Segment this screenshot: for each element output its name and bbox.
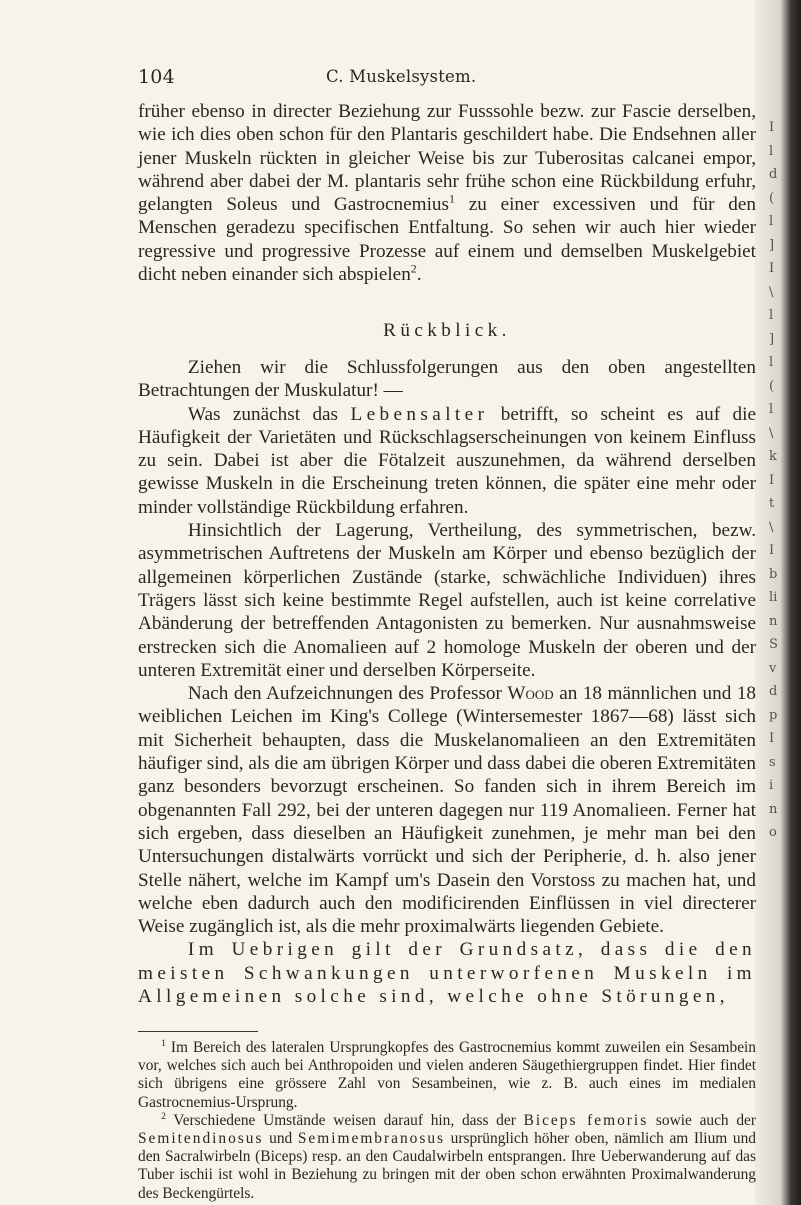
gutter-glyph: li xyxy=(769,590,778,605)
gutter-glyph: \ xyxy=(769,519,774,535)
gutter-glyph: n xyxy=(769,613,778,629)
paragraph-continuation xyxy=(138,100,756,286)
gutter-glyph: \ xyxy=(769,425,774,441)
gutter-glyph: p xyxy=(769,707,778,723)
footnote-text: ursprünglich höher oben, nämlich am Ilium und den Sacralwirbeln (Biceps) resp. an den Caudalwirbeln entsprangen. Ihre Ueberwanderung auf das Tuber ischii ist wohl in Beziehung zu bringen mit der oben schon erwähnten Proximalwanderung des Beckengürtels. xyxy=(138,1130,756,1202)
gutter-glyph: I xyxy=(769,120,775,135)
gutter-glyph: d xyxy=(769,684,778,699)
footnote-text: Im Bereich des lateralen Ursprungkopfes des Gastrocnemius kommt zuweilen ein Sesambein vor, welches sich auch bei Anthropoiden und vielen anderen Säugethiergruppen findet. Hier findet sich übrigens eine grössere Zahl von Sesambeinen, wie z. B. auch eines im medialen Gastrocnemius-Ursprung. xyxy=(138,1039,756,1111)
gutter-glyph: v xyxy=(769,660,777,676)
paragraph-text: Nach den Aufzeichnungen des Professor xyxy=(187,683,508,705)
gutter-glyph: o xyxy=(769,825,777,840)
running-head: C. Muskelsystem. xyxy=(326,67,477,86)
gutter-glyph: b xyxy=(769,566,778,582)
gutter-glyph: ] xyxy=(769,331,775,347)
gutter-glyph: \ xyxy=(769,284,774,300)
page-gutter-binding xyxy=(755,0,801,1205)
paragraph: Ziehen wir die Schlussfolgerungen aus den oben angestellten Betrachtungen der Muskulatur! — xyxy=(138,357,756,402)
emphasized-term: Lebensalter xyxy=(350,403,489,425)
gutter-glyph: d xyxy=(769,167,778,182)
footnote-mark: 2 xyxy=(161,1110,166,1122)
gutter-glyph: ( xyxy=(769,378,775,394)
footnote-mark: 1 xyxy=(161,1037,166,1049)
gutter-glyph: l xyxy=(769,355,774,370)
page-header xyxy=(138,66,758,90)
main-text xyxy=(138,356,756,1008)
gutter-glyph: l xyxy=(769,308,774,323)
paragraph: Hinsichtlich der Lagerung, Vertheilung, des symmetrischen, bezw. asymmetrischen Auftretens der Muskeln am Körper und ebenso bezüglich der allgemeinen körperlichen Zustände (starke, schwächliche Individuen) ihres Trägers lässt sich keine bestimmte Regel aufstellen, auch ist keine correlative Abänderung der betreffenden Antagonisten zu bemerken. Nur ausnahmsweise erstrecken sich die Anomalieen auf 2 homologe Muskeln der oberen und der unteren Extremität einer und derselben Körperseite. xyxy=(138,520,756,681)
paragraph-text: . xyxy=(416,264,422,286)
footnote-text: Verschiedene Umstände weisen darauf hin, dass der xyxy=(165,1111,524,1129)
section-heading: Rückblick. xyxy=(383,320,511,341)
gutter-glyph: ] xyxy=(769,237,775,253)
footnote-1 xyxy=(138,1039,756,1112)
footnote-text: und xyxy=(263,1130,298,1148)
paragraph-text: zu einer excessiven und für den Menschen geradezu specifischen Entfaltung. So sehen wir auch hier wieder regressive und progressive Prozesse auf einem und demselben Muskelgebiet dicht neben einander sich abspielen xyxy=(138,194,756,286)
gutter-glyph: ( xyxy=(769,190,775,206)
gutter-glyph: S xyxy=(769,637,778,652)
footnote-text: sowie auch der xyxy=(648,1111,756,1129)
gutter-glyph: l xyxy=(769,143,774,159)
gutter-glyph: I xyxy=(769,543,775,558)
gutter-glyph: I xyxy=(769,261,775,276)
footnote-ref: 1 xyxy=(448,191,455,206)
footnotes xyxy=(138,1039,756,1203)
emphasized-term: Biceps femoris xyxy=(523,1111,649,1129)
gutter-glyph: k xyxy=(769,449,777,464)
emphasized-term: Semitendinosus xyxy=(138,1130,264,1148)
footnote-ref: 2 xyxy=(410,261,417,276)
emphasized-principle: Im Uebrigen gilt der Grundsatz, dass die den meisten Schwankungen unterworfenen Muskeln im Allgemeinen solche sind, welche ohne Störungen, xyxy=(138,939,756,1008)
paragraph xyxy=(138,100,756,286)
author-name: Wood xyxy=(507,683,554,705)
paragraph xyxy=(138,938,756,1008)
footnote-separator xyxy=(138,1031,258,1032)
gutter-glyph: I xyxy=(769,731,775,746)
paragraph-text: betrifft, so scheint es auf die Häufigkeit der Varietäten und Rückschlagserscheinungen von keinem Einfluss zu sein. Dabei ist aber die Fötalzeit auszunehmen, da während derselben gewisse Muskeln in die Erscheinung treten können, die später eine mehr oder minder vollständige Rückbildung erfahren. xyxy=(138,403,757,518)
paragraph-text: früher ebenso in directer Beziehung zur Fusssohle bezw. zur Fascie derselben, wie ich dies oben schon für den Plantaris geschildert habe. Die Endsehnen aller jener Muskeln rückten in gleicher Weise bis zur Tuberositas calcanei empor, während aber dabei der M. plantaris sehr frühe schon eine Rückbildung erfuhr, gelangten Soleus und Gastrocnemius xyxy=(138,101,756,216)
gutter-glyph: t xyxy=(769,496,775,511)
gutter-glyph: s xyxy=(769,754,776,770)
gutter-glyph: I xyxy=(769,472,775,488)
emphasized-term: Semimembranosus xyxy=(297,1130,446,1148)
paragraph xyxy=(138,682,756,938)
paragraph xyxy=(138,403,756,519)
gutter-glyph: n xyxy=(769,801,778,817)
paragraph-text: an 18 männlichen und 18 weiblichen Leichen im King's College (Wintersemester 1867—68) lässt sich mit Sicherheit behaupten, dass die Muskelanomalieen an den Extremitäten häufiger sind, als die am übrigen Körper und dass dabei die oberen Extremitäten ganz besonders bevorzugt erscheinen. So fanden sich in ihrem Bereich im obgenannten Fall 292, bei der unteren dagegen nur 119 Anomalieen. Ferner hat sich ergeben, dass dieselben an Häufigkeit zunehmen, je mehr man bei den Untersuchungen distalwärts vorrückt und sich der Peripherie, d. h. also jener Stelle nähert, welche im Kampf um's Dasein den Vorstoss zu machen hat, und welche eben dadurch auch den modificirenden Einflüssen in viel directerer Weise zugänglich ist, als die mehr proximalwärts liegenden Gebiete. xyxy=(138,683,757,938)
gutter-glyph: l xyxy=(769,402,774,417)
gutter-glyph: l xyxy=(769,214,774,229)
footnote-2 xyxy=(138,1112,756,1203)
gutter-glyph: i xyxy=(769,778,774,793)
paragraph-text: Was zunächst das xyxy=(187,403,351,425)
page-number: 104 xyxy=(138,66,175,88)
